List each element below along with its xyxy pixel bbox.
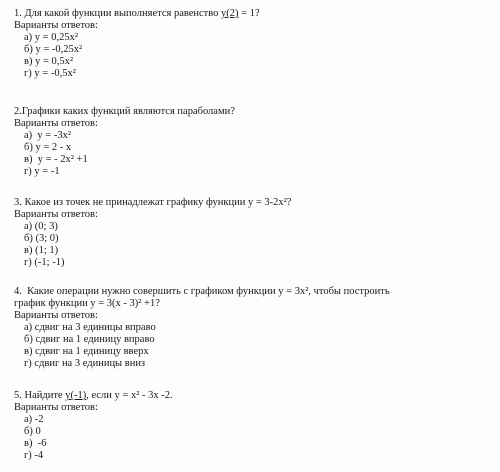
question-1-option-d: г) у = -0,5х² <box>24 68 76 80</box>
question-3-option-b: б) (3; 0) <box>24 233 59 245</box>
question-1-option-b: б) у = -0,25х² <box>24 44 83 56</box>
question-2-title: 2.Графики каких функций являются параболами? <box>14 106 235 117</box>
question-5-option-a: а) -2 <box>24 414 44 426</box>
question-1-title-func: y(2) <box>221 8 239 19</box>
question-3-option-d: г) (-1; -1) <box>24 257 65 269</box>
question-5-title-text: 5. Найдите <box>14 390 66 401</box>
question-2-option-c: в) у = - 2х² +1 <box>24 154 88 166</box>
question-1-option-a: а) у = 0,25х² <box>24 32 78 44</box>
question-4 <box>14 286 474 370</box>
question-2-answers-label: Варианты ответов: <box>14 118 98 130</box>
question-1 <box>14 8 474 80</box>
question-2-option-b: б) у = 2 - х <box>24 142 72 154</box>
question-3-title: 3. Какое из точек не принадлежат графику функции у = 3-2х²? <box>14 197 292 208</box>
question-3 <box>14 197 474 269</box>
question-5-option-c: в) -6 <box>24 438 47 450</box>
question-4-title-line2: график функции у = 3(х - 3)² +1? <box>14 298 160 310</box>
question-2 <box>14 106 474 178</box>
question-3-option-a: а) (0; 3) <box>24 221 58 233</box>
question-2-option-d: г) у = -1 <box>24 166 60 178</box>
question-4-option-a: а) сдвиг на 3 единицы вправо <box>24 322 156 334</box>
question-5-title-end: , если у = х² - 3х -2. <box>86 390 173 401</box>
question-5-title-func: у(-1) <box>65 390 87 401</box>
question-1-title-text: 1. Для какой функции выполняется равенство <box>14 8 222 19</box>
question-1-title-end: = 1? <box>238 8 260 19</box>
question-4-title-line1: 4. Какие операции нужно совершить с графиком функции у = 3х², чтобы построить <box>14 286 390 297</box>
question-1-option-c: в) у = 0,5х² <box>24 56 74 68</box>
question-4-answers-label: Варианты ответов: <box>14 310 98 322</box>
question-4-option-c: в) сдвиг на 1 единицу вверх <box>24 346 149 358</box>
question-2-option-a: а) у = -3х² <box>24 130 71 142</box>
question-3-option-c: в) (1; 1) <box>24 245 59 257</box>
question-5-title <box>14 390 474 402</box>
question-4-option-d: г) сдвиг на 3 единицы вниз <box>24 358 146 370</box>
question-5-option-d: г) -4 <box>24 450 44 462</box>
question-4-option-b: б) сдвиг на 1 единицу вправо <box>24 334 155 346</box>
question-5-answers-label: Варианты ответов: <box>14 402 98 414</box>
question-1-title <box>14 8 474 20</box>
question-3-answers-label: Варианты ответов: <box>14 209 98 221</box>
question-5 <box>14 390 474 462</box>
question-5-option-b: б) 0 <box>24 426 41 438</box>
question-1-answers-label: Варианты ответов: <box>14 20 98 32</box>
